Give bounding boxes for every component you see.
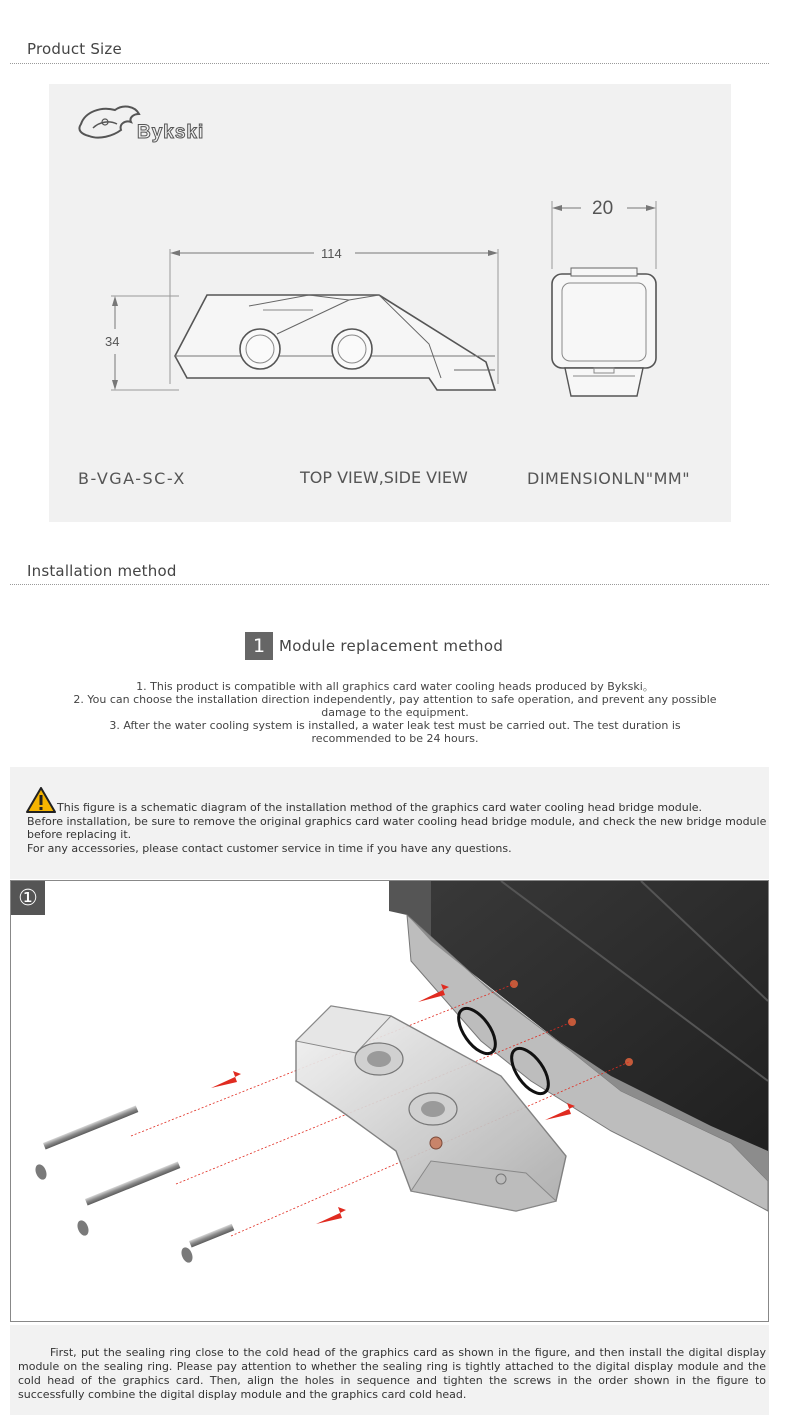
dimension-length: 114 (321, 246, 342, 261)
section-title-product-size: Product Size (27, 40, 122, 58)
figure-step-badge: ① (11, 881, 45, 915)
module-title: Module replacement method (279, 637, 504, 655)
model-label: B-VGA-SC-X (78, 469, 186, 488)
notice-line: For any accessories, please contact customer service in time if you have any questions. (27, 841, 512, 855)
section-divider (10, 63, 769, 64)
screw-long-1 (33, 1106, 138, 1182)
notice-line: This figure is a schematic diagram of the installation method of the graphics card water cooling head bridge module. (57, 801, 703, 814)
module-side-view (175, 295, 495, 390)
module-front-view (552, 268, 656, 396)
notes-list (40, 680, 750, 745)
notice-text (27, 801, 767, 855)
section-divider (10, 584, 769, 585)
bykski-logo (79, 107, 204, 143)
instruction-text: First, put the sealing ring close to the cold head of the graphics card as shown in the figure, and then install the digital display module on the sealing ring. Please pay attention to whether the sealing ring is tightly attached to the digital display module and the cold head of the graphics card. Then, align the holes in sequence and tighten the screws in the order shown in the figure to successfully combine the digital display module and the graphics card cold head. (18, 1346, 766, 1401)
note-item: 1. This product is compatible with all graphics card water cooling heads produced by Bykski。 (136, 680, 654, 693)
step-number-badge: 1 (245, 632, 273, 660)
module-heading (245, 632, 503, 660)
product-size-panel (49, 84, 731, 522)
screw-short (179, 1224, 234, 1265)
screw-long-2 (75, 1162, 180, 1238)
notice-box (10, 767, 769, 879)
note-item: 2. You can choose the installation direction independently, pay attention to safe operation, and prevent any possible damage to the equipment. (73, 693, 717, 719)
installation-illustration (11, 881, 768, 1321)
view-label: TOP VIEW,SIDE VIEW (300, 468, 468, 487)
dimension-drawing (49, 84, 731, 522)
note-item: 3. After the water cooling system is installed, a water leak test must be carried out. The test duration is recommended to be 24 hours. (109, 719, 681, 745)
section-title-installation: Installation method (27, 562, 177, 580)
dimension-height: 34 (105, 334, 120, 349)
unit-label: DIMENSIONLN"MM" (527, 469, 691, 488)
installation-figure (10, 880, 769, 1322)
svg-text:Bykski: Bykski (137, 122, 205, 143)
notice-line: Before installation, be sure to remove the original graphics card water cooling head bridge module, and check the new bridge module before replacing it. (27, 814, 767, 841)
instruction-box (10, 1325, 769, 1415)
dimension-width: 20 (592, 198, 614, 219)
